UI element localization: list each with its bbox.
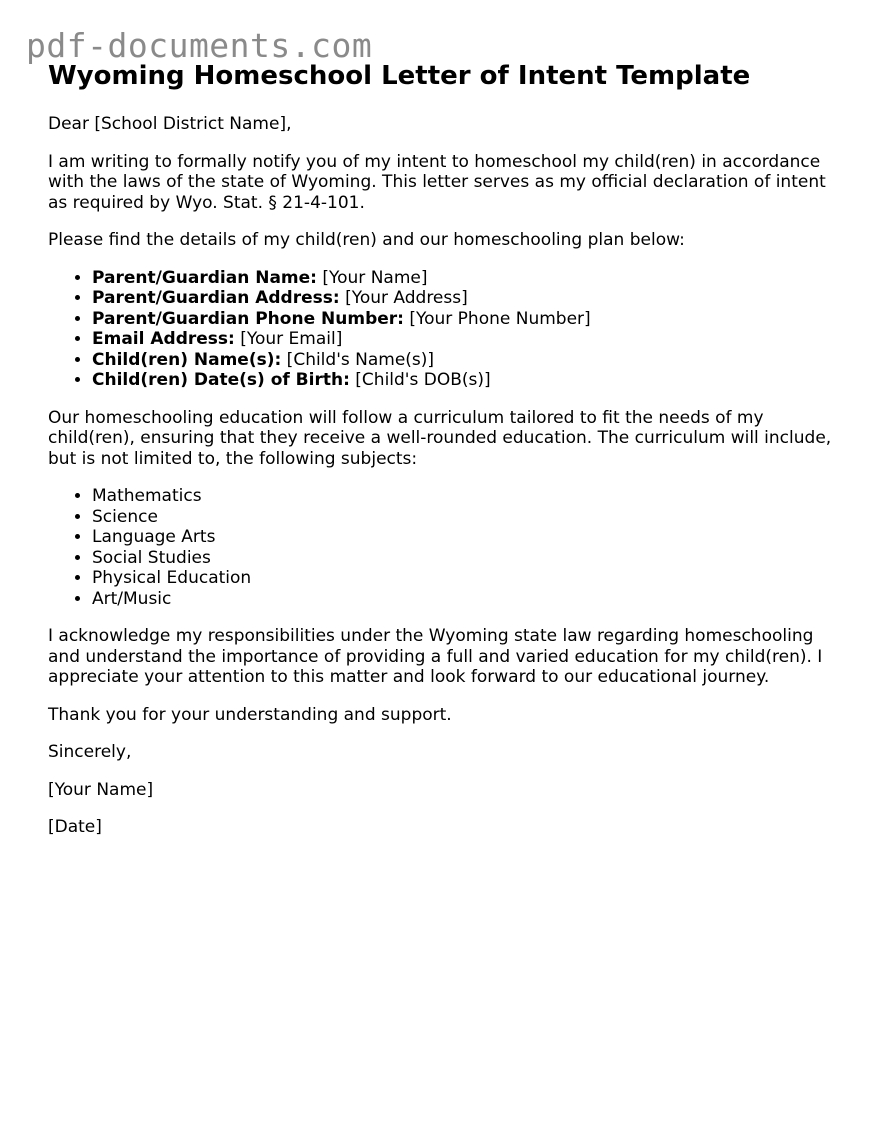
curriculum-paragraph: Our homeschooling education will follow a curriculum tailored to fit the needs of my child(ren), ensuring that they receive a well-rounded education. The curriculum will include, but is not limited to, the following subjects:	[48, 407, 832, 469]
subject-item: • Science	[92, 507, 848, 528]
detail-label: Email Address:	[92, 329, 235, 349]
detail-item-child-dob	[92, 370, 848, 391]
subject-item: • Social Studies	[92, 548, 848, 569]
detail-value: [Child's Name(s)]	[281, 349, 435, 370]
detail-value: [Your Name]	[316, 267, 428, 288]
greeting: Dear [School District Name],	[48, 114, 292, 134]
subjects-list	[48, 486, 848, 609]
detail-label: Parent/Guardian Name:	[92, 267, 317, 288]
signature-date: [Date]	[48, 817, 102, 837]
detail-value: [Your Address]	[339, 288, 468, 308]
detail-value: [Child's DOB(s)]	[349, 370, 491, 390]
thanks-paragraph: Thank you for your understanding and support.	[48, 704, 452, 725]
intro-paragraph: I am writing to formally notify you of my intent to homeschool my child(ren) in accordance with the laws of the state of Wyoming. This letter serves as my official declaration of intent as required by Wyo. Stat. § 21-4-101.	[48, 151, 826, 213]
detail-item-child-names	[92, 350, 848, 371]
detail-label: Parent/Guardian Address:	[92, 288, 340, 308]
detail-label: Parent/Guardian Phone Number:	[92, 308, 404, 329]
detail-item-parent-name	[92, 268, 848, 289]
detail-label: Child(ren) Date(s) of Birth:	[92, 370, 350, 390]
subject-item: • Art/Music	[92, 589, 848, 610]
acknowledgement-paragraph: I acknowledge my responsibilities under the Wyoming state law regarding homeschooling and understand the importance of providing a full and varied education for my child(ren). I appreciate your attention to this matter and look forward to our educational journey.	[48, 626, 823, 687]
detail-item-parent-phone	[92, 309, 848, 330]
subject-item: • Physical Education	[92, 568, 848, 589]
page-title: Wyoming Homeschool Letter of Intent Template	[48, 61, 751, 91]
detail-item-email	[92, 329, 848, 350]
signature-name: [Your Name]	[48, 779, 154, 800]
detail-item-parent-address	[92, 288, 848, 309]
closing: Sincerely,	[48, 742, 132, 762]
subject-item: • Language Arts	[92, 527, 848, 548]
watermark: pdf-documents.com	[26, 26, 373, 65]
details-lead-paragraph: Please find the details of my child(ren) and our homeschooling plan below:	[48, 230, 685, 250]
detail-value: [Your Email]	[234, 329, 343, 349]
letter-body	[48, 60, 848, 838]
subject-item: • Mathematics	[92, 486, 848, 507]
detail-value: [Your Phone Number]	[403, 308, 591, 329]
details-list	[48, 268, 848, 391]
detail-label: Child(ren) Name(s):	[92, 349, 282, 370]
